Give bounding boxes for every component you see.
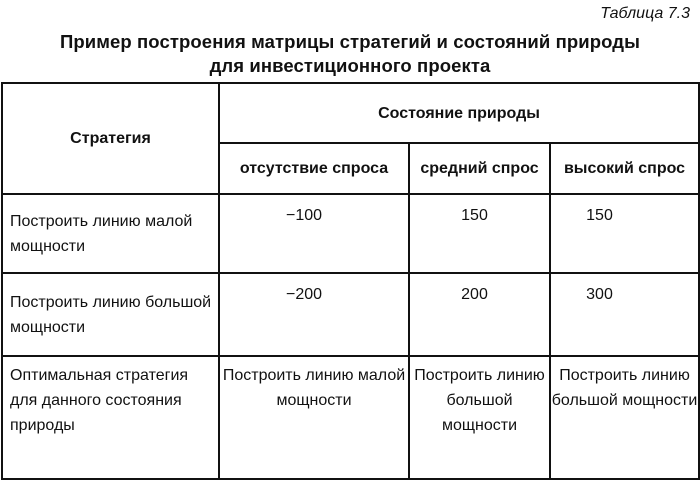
- optimal-no-demand: Построить линию малой мощности: [219, 356, 409, 479]
- header-state-of-nature: Состояние природы: [219, 83, 699, 143]
- table-number-label: Таблица 7.3: [600, 5, 690, 22]
- strategy-matrix-table: [1, 82, 700, 480]
- value-cell: [409, 194, 550, 273]
- value-cell: [550, 194, 699, 273]
- value-large-medium-demand: 200: [461, 286, 488, 303]
- page-title: [0, 30, 700, 78]
- value-cell: [550, 273, 699, 356]
- row-strategy-large-line: Построить линию большой мощности: [2, 273, 219, 356]
- header-high-demand: высокий спрос: [550, 143, 699, 194]
- title-line-2: для инвестиционного проекта: [209, 55, 491, 76]
- value-cell: [219, 273, 409, 356]
- table-row-optimal: [2, 356, 699, 479]
- value-large-no-demand: −200: [285, 286, 323, 303]
- value-small-high-demand: 150: [586, 207, 613, 224]
- table-row: [2, 273, 699, 356]
- row-strategy-small-line: Построить линию малой мощности: [2, 194, 219, 273]
- value-small-no-demand: −100: [285, 207, 323, 224]
- row-optimal-strategy-label: Оптимальная стратегия для данного состояния природы: [2, 356, 219, 479]
- value-small-medium-demand: 150: [461, 207, 488, 224]
- value-large-high-demand: 300: [586, 286, 613, 303]
- header-medium-demand: средний спрос: [409, 143, 550, 194]
- table-row: [2, 194, 699, 273]
- header-row-1: [2, 83, 699, 143]
- value-cell: [409, 273, 550, 356]
- header-strategy: Стратегия: [2, 83, 219, 194]
- title-line-1: Пример построения матрицы стратегий и состояний природы: [59, 31, 641, 52]
- value-cell: [219, 194, 409, 273]
- optimal-high-demand: Построить линию большой мощности: [550, 356, 699, 479]
- header-no-demand: отсутствие спроса: [219, 143, 409, 194]
- optimal-medium-demand: Построить линию большой мощности: [409, 356, 550, 479]
